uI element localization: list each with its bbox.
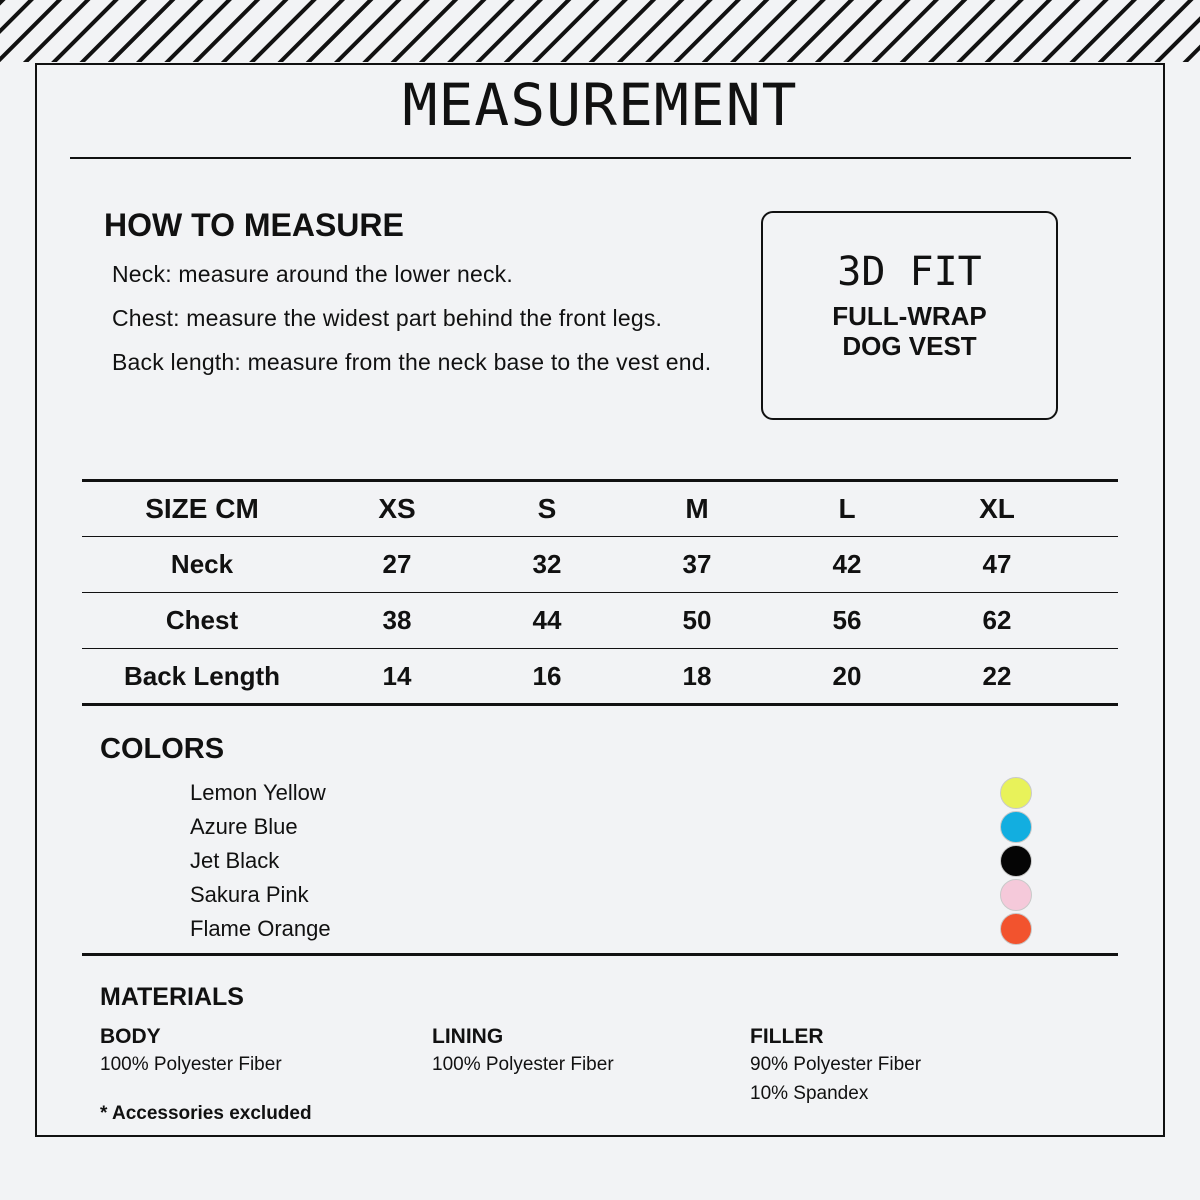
fit-badge-line-1: FULL-WRAP xyxy=(832,301,987,331)
color-option xyxy=(190,912,1040,946)
color-option xyxy=(190,844,1040,878)
material-body-line: 100% Polyester Fiber xyxy=(100,1054,282,1075)
howto-neck-instruction: Neck: measure around the lower neck. xyxy=(112,261,513,287)
table-cell: 14 xyxy=(322,649,472,705)
color-option xyxy=(190,878,1040,912)
size-table-header-cell: SIZE CM xyxy=(145,492,259,524)
table-row xyxy=(82,593,1118,649)
table-cell: 37 xyxy=(622,537,772,593)
size-table-spacer xyxy=(1072,537,1118,593)
page-title: MEASUREMENT xyxy=(402,71,798,139)
table-cell: 47 xyxy=(922,537,1072,593)
row-label-chest: Chest xyxy=(82,593,322,649)
material-body-title: BODY xyxy=(100,1025,161,1048)
table-cell: 44 xyxy=(472,593,622,649)
diagonal-stripe-border xyxy=(0,0,1200,62)
size-table xyxy=(82,481,1118,704)
title-divider xyxy=(70,157,1131,159)
color-name: Lemon Yellow xyxy=(190,780,326,805)
table-cell: 22 xyxy=(922,649,1072,705)
color-swatch-sakura-pink xyxy=(1000,879,1032,911)
row-label-neck: Neck xyxy=(82,537,322,593)
table-cell: 62 xyxy=(922,593,1072,649)
table-row xyxy=(82,537,1118,593)
size-table-header-cell: XS xyxy=(378,492,416,524)
color-name: Azure Blue xyxy=(190,814,298,839)
size-table-header-cell: M xyxy=(685,492,709,524)
table-cell: 50 xyxy=(622,593,772,649)
size-table-header-cell: S xyxy=(537,492,557,524)
size-table-header-row xyxy=(82,481,1118,537)
table-cell: 27 xyxy=(322,537,472,593)
size-table-spacer xyxy=(1072,649,1118,705)
material-filler-line: 10% Spandex xyxy=(750,1083,869,1104)
material-filler-line: 90% Polyester Fiber xyxy=(750,1054,922,1075)
size-table-header-cell: XL xyxy=(979,492,1015,524)
material-lining-title: LINING xyxy=(432,1025,504,1048)
color-option xyxy=(190,776,1040,810)
material-lining xyxy=(432,1024,614,1079)
table-cell: 18 xyxy=(622,649,772,705)
color-swatch-lemon-yellow xyxy=(1000,777,1032,809)
colors-bottom-rule xyxy=(82,953,1118,956)
table-cell: 42 xyxy=(772,537,922,593)
color-swatch-jet-black xyxy=(1000,845,1032,877)
size-table-header-cell: L xyxy=(838,492,856,524)
table-cell: 38 xyxy=(322,593,472,649)
table-cell: 16 xyxy=(472,649,622,705)
row-label-back-length: Back Length xyxy=(82,649,322,705)
color-swatch-azure-blue xyxy=(1000,811,1032,843)
size-table-spacer xyxy=(1072,481,1118,537)
color-option xyxy=(190,810,1040,844)
color-swatch-flame-orange xyxy=(1000,913,1032,945)
table-cell: 20 xyxy=(772,649,922,705)
howto-chest-instruction: Chest: measure the widest part behind the front legs. xyxy=(112,305,663,331)
color-name: Jet Black xyxy=(190,848,280,873)
table-bottom-rule xyxy=(82,703,1118,706)
color-name: Sakura Pink xyxy=(190,882,309,907)
table-cell: 56 xyxy=(772,593,922,649)
color-name: Flame Orange xyxy=(190,916,331,941)
fit-badge-line-2: DOG VEST xyxy=(842,331,977,361)
fit-badge-title: 3D FIT xyxy=(837,249,982,295)
table-cell: 32 xyxy=(472,537,622,593)
accessories-footnote: * Accessories excluded xyxy=(100,1103,312,1124)
size-table-spacer xyxy=(1072,593,1118,649)
material-body xyxy=(100,1024,282,1079)
table-row xyxy=(82,649,1118,705)
materials-heading: MATERIALS xyxy=(100,983,244,1011)
colors-heading: COLORS xyxy=(100,733,225,765)
how-to-measure-heading: HOW TO MEASURE xyxy=(104,207,404,243)
howto-back-length-instruction: Back length: measure from the neck base to the vest end. xyxy=(112,349,712,375)
fit-badge xyxy=(761,211,1058,420)
material-filler-title: FILLER xyxy=(750,1025,824,1048)
material-lining-line: 100% Polyester Fiber xyxy=(432,1054,614,1075)
material-filler xyxy=(750,1024,921,1108)
